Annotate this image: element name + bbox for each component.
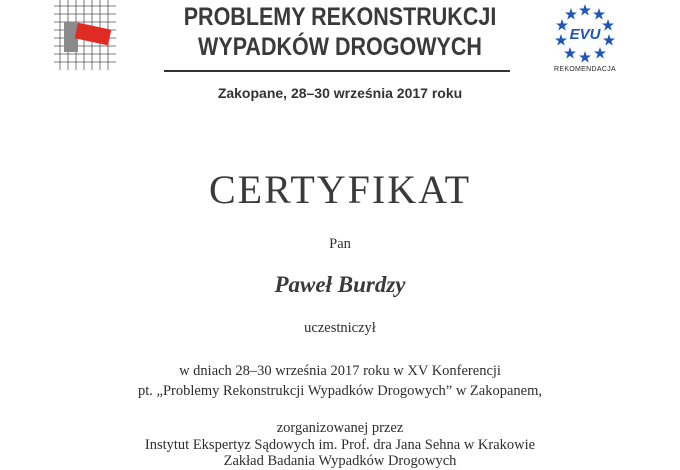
conference-title — [177, 2, 504, 62]
organizer-line2: Zakład Badania Wypadków Drogowych — [223, 453, 457, 469]
event-description-line2: pt. „Problemy Rekonstrukcji Wypadków Drogowych” w Zakopanem, — [138, 383, 542, 399]
event-description-line1: w dniach 28–30 września 2017 roku w XV Konferencji — [179, 363, 501, 379]
participation-text: uczestniczył — [304, 320, 376, 336]
evu-recommendation-label: REKOMENDACJA — [554, 66, 616, 73]
evu-badge-text: EVU — [569, 26, 601, 43]
evu-badge-icon — [552, 2, 618, 64]
certificate-title: CERTYFIKAT — [208, 167, 472, 212]
conference-title-line2: WYPADKÓW DROGOWYCH — [198, 33, 482, 61]
organized-by-label: zorganizowanej przez — [276, 420, 404, 436]
conference-title-line1: PROBLEMY REKONSTRUKCJI — [183, 3, 497, 31]
organizer-line1: Instytut Ekspertyz Sądowych im. Prof. dra Jana Sehna w Krakowie — [144, 437, 536, 453]
header-divider — [164, 70, 510, 72]
conference-logo — [54, 0, 116, 70]
conference-date-place: Zakopane, 28–30 września 2017 roku — [217, 85, 463, 101]
recipient-name: Paweł Burdzy — [274, 272, 406, 297]
salutation: Pan — [329, 236, 351, 252]
